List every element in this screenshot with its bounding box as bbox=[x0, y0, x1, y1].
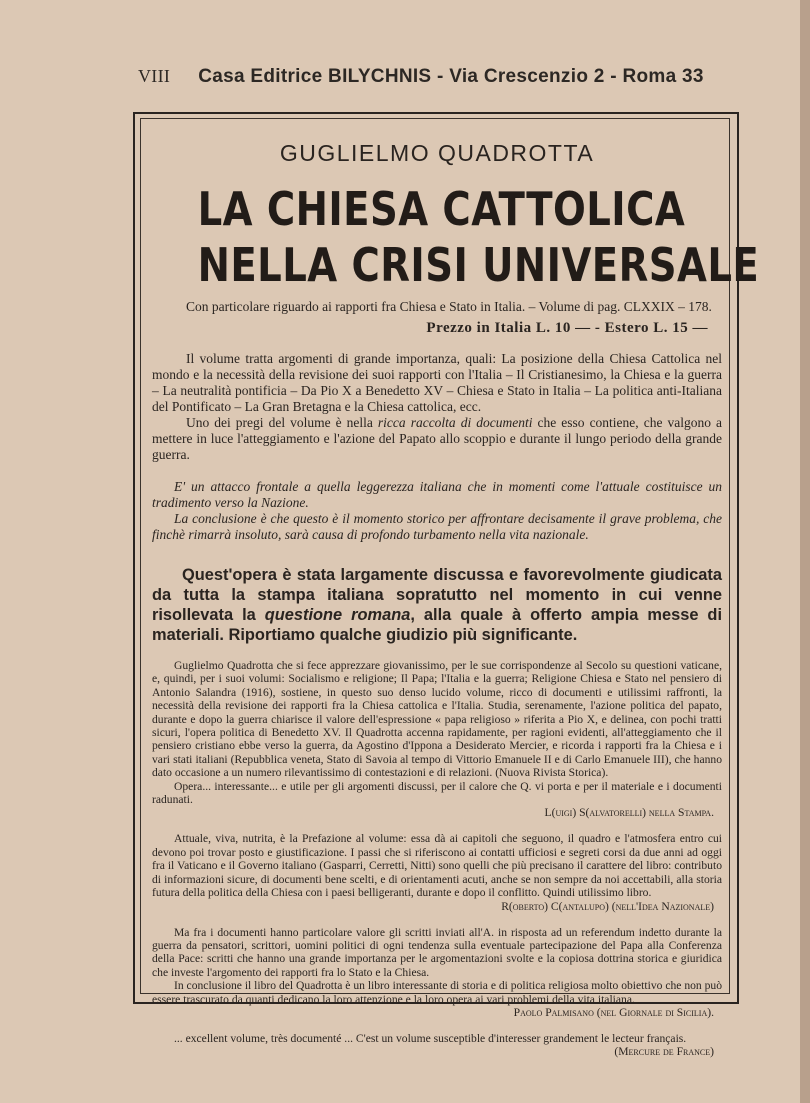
documents-text: Uno dei pregi del volume è nella bbox=[186, 415, 378, 430]
highlight-text-end: , alla quale à offerto ampia messe di materiali. Riportiamo qualche giudizio più significante. bbox=[152, 606, 722, 644]
publication-details: Con particolare riguardo ai rapporti fra Chiesa e Stato in Italia. – Volume di pag. CLXXIX – 178. bbox=[186, 299, 712, 314]
review-3-attribution: Paolo Palmisano (nel Giornale di Sicilia). bbox=[513, 1005, 714, 1019]
review-4-attribution: (Mercure de France) bbox=[614, 1045, 714, 1059]
advertisement-content bbox=[152, 130, 760, 1059]
book-author: GUGLIELMO QUADROTTA bbox=[279, 140, 595, 166]
review-1-text: Guglielmo Quadrotta che si fece apprezzare giovanissimo, per le sue corrispondenze al Secolo su questioni vaticane, e, quindi, per i suoi volumi: Socialismo e religione; Il Papa; l'Italia e la guerra; Religione Chiesa e Stato nel pensiero di Antonio Salandra (1916), sostiene, in questo suo denso lucido volume, ricco di documenti e utilissimi raffronti, la necessità della revisione dei rapporti fra la Chiesa cattolica e l'Italia. Studia, serenamente, l'azione politica del papato, durante e dopo la guerra chiarisce il valore dell'espressione « papa religioso » riferita a Pio X, e delinea, con pochi tratti sicuri, l'opera politica di Benedetto XV. Il Quadrotta accenna rapidamente, per ragioni evidenti, all'atteggiamento che il pensiero cristiano ebbe verso la guerra, da Agostino d'Ippona a Desiderato Mercier, e ricorda i rapporti fra la Chiesa e i vari stati italiani (Repubblica veneta, Stato di Savoia al tempo di Vittorio Emanuele II e di Carlo Emanuele III), che hanno dato occasione a un numero rilevantissimo di contestazioni e di relazioni. (Nuova Rivista Storica). bbox=[152, 659, 722, 780]
documents-text-end: che esso contiene, che valgono a mettere in luce l'atteggiamento e l'azione del Papato allo scoppio e durante il lungo periodo della grande guerra. bbox=[152, 415, 722, 462]
review-2-text: Attuale, viva, nutrita, è la Prefazione al volume: essa dà ai capitoli che seguono, il quadro e l'atmosfera entro cui devono poi trovar posto e giustificazione. I passi che si riferiscono ai contatti ufficiosi e segreti corsi da due anni ad oggi fra il Vaticano e il Governo italiano (Gasparri, Cerretti, Nitti) sono quelli che più precisano il carattere del libro: contributo di informazioni sicure, di documenti bene scelti, e di orientamenti acuti, anche se non sempre da noi accettabili, alla storia futura della politica della Chiesa con i paesi belligeranti, durante e dopo il conflitto. Quindi utilissimo libro. bbox=[152, 832, 722, 900]
documents-paragraph bbox=[152, 415, 722, 463]
highlight-text: Quest'opera è stata largamente discussa e favorevolmente giudicata da tutta la stampa italiana sopratutto nel momento in cui venne risollevata la bbox=[152, 566, 722, 624]
review-4-text: ... excellent volume, très documenté ... C'est un volume susceptible d'interesser grandement le lecteur français. bbox=[174, 1031, 687, 1045]
italic-quote-1: E' un attacco frontale a quella leggerezza italiana che in momenti come l'attuale costituisce un tradimento verso la Nazione. bbox=[152, 479, 722, 510]
price-line: Prezzo in Italia L. 10 — - Estero L. 15 — bbox=[426, 320, 708, 336]
description-paragraph: Il volume tratta argomenti di grande importanza, quali: La posizione della Chiesa Cattolica nel mondo e la necessità della revisione dei suoi rapporti con l'Italia – Il Cristianesimo, la Chiesa e la guerra – La neutralità pontificia – Da Pio X a Benedetto XV – Chiesa e Stato in Italia – La politica anti-Italiana del Pontificato – La Gran Bretagna e la Chiesa cattolica, ecc. bbox=[152, 351, 722, 414]
review-1-attribution: L(uigi) S(alvatorelli) nella Stampa. bbox=[544, 806, 714, 820]
review-3-text-2: In conclusione il libro del Quadrotta è un libro interessante di storia e di politica religiosa molto obiettivo che non può essere trascurato da quanti dedicano la loro attenzione e la loro opera ai vari problemi della vita italiana. bbox=[152, 979, 722, 1006]
book-title-line-2: NELLA CRISI UNIVERSALE bbox=[197, 238, 760, 292]
review-2-attribution: R(oberto) C(antalupo) (nell'Idea Nazionale) bbox=[501, 899, 714, 913]
review-1-text-2: Opera... interessante... e utile per gli argomenti discussi, per il calore che Q. vi porta e per il materiale e i documenti radunati. bbox=[152, 779, 722, 807]
highlight-emphasis: questione romana bbox=[264, 606, 411, 624]
review-3-text: Ma fra i documenti hanno particolare valore gli scritti inviati all'A. in risposta ad un referendum indetto durante la guerra da pensatori, scrittori, uomini politici di ogni tendenza sulla eventuale partecipazione del Papa alla Conferenza della Pace: scritti che hanno una grande importanza per le argomentazioni svolte e la copiosa dottrina storica e giuridica che investe l'argomento dei rapporti fra lo Stato e la Chiesa. bbox=[152, 925, 722, 979]
page-folio: VIII bbox=[138, 66, 171, 86]
running-head bbox=[138, 66, 718, 88]
book-title-line-1: LA CHIESA CATTOLICA bbox=[197, 182, 686, 236]
highlight-paragraph bbox=[152, 565, 722, 645]
italic-quote-2: La conclusione è che questo è il momento storico per affrontare decisamente il grave problema, che finchè rimarrà insoluto, sarà causa di profondo turbamento nella vita nazionale. bbox=[152, 511, 722, 542]
publisher-line: Casa Editrice BILYCHNIS - Via Crescenzio 2 - Roma 33 bbox=[198, 66, 704, 87]
page-edge bbox=[800, 0, 810, 1103]
documents-emphasis: ricca raccolta di documenti bbox=[377, 415, 533, 430]
